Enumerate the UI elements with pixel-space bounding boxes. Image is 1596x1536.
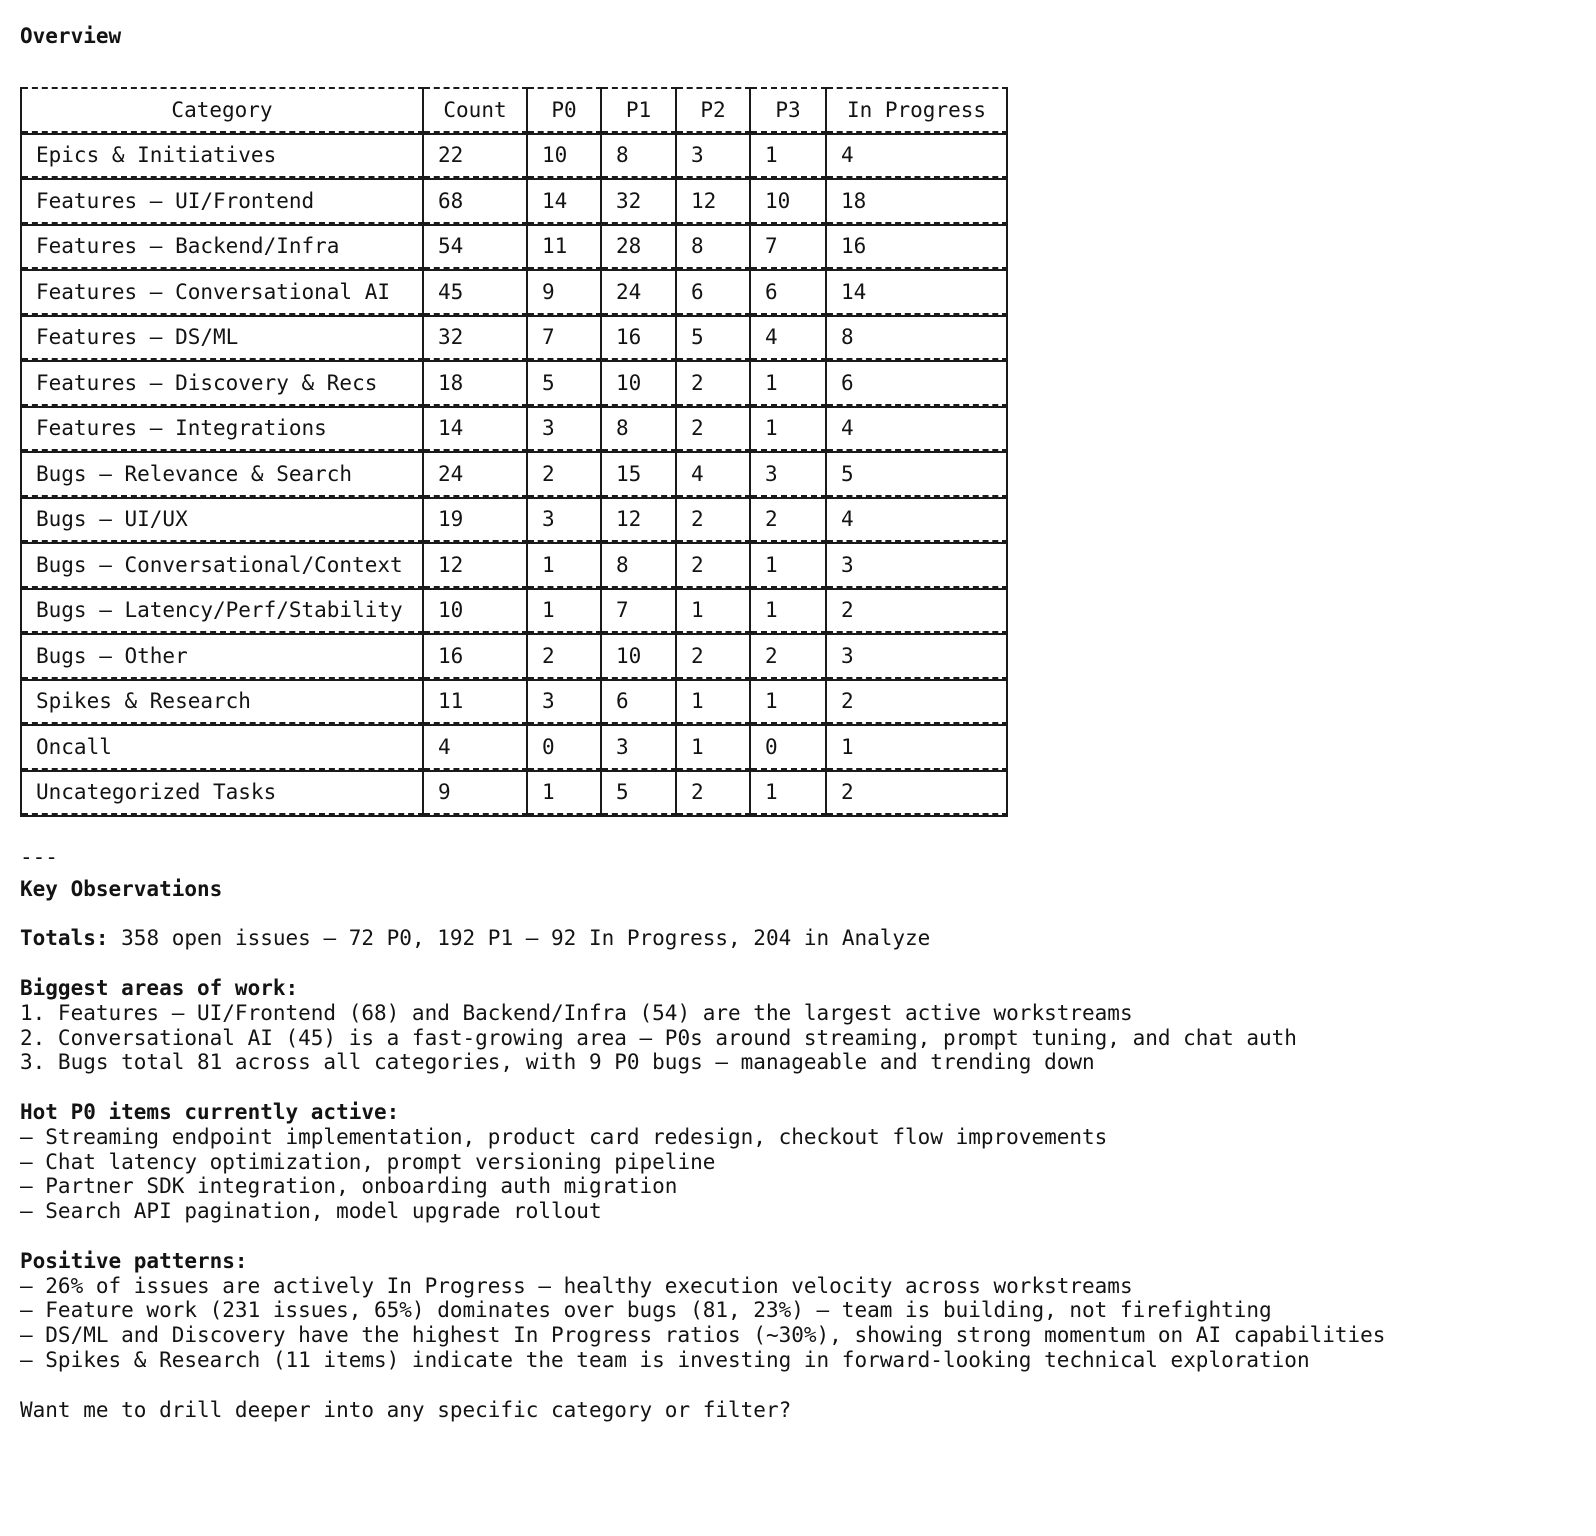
positive-patterns-section	[20, 1249, 1576, 1373]
table-row	[22, 588, 1008, 634]
category-cell: Bugs – UI/UX	[22, 497, 424, 543]
table-row	[22, 133, 1008, 179]
category-cell: Features – Backend/Infra	[22, 224, 424, 270]
value-cell: 14	[424, 406, 528, 452]
value-cell: 16	[424, 633, 528, 679]
value-cell: 2	[751, 497, 827, 543]
value-cell: 1	[528, 770, 602, 816]
value-cell: 8	[827, 315, 1008, 361]
column-header-in-progress: In Progress	[827, 87, 1008, 133]
table-row	[22, 679, 1008, 725]
value-cell: 0	[751, 724, 827, 770]
category-cell: Features – Integrations	[22, 406, 424, 452]
value-cell: 2	[528, 451, 602, 497]
value-cell: 3	[602, 724, 677, 770]
text-line: – Search API pagination, model upgrade rollout	[20, 1199, 602, 1224]
value-cell: 32	[602, 178, 677, 224]
value-cell: 7	[528, 315, 602, 361]
value-cell: 3	[751, 451, 827, 497]
page-title: Overview	[20, 24, 122, 48]
category-cell: Spikes & Research	[22, 679, 424, 725]
value-cell: 1	[751, 133, 827, 179]
value-cell: 2	[677, 497, 751, 543]
value-cell: 1	[751, 679, 827, 725]
table-row	[22, 724, 1008, 770]
table-row	[22, 360, 1008, 406]
value-cell: 10	[424, 588, 528, 634]
value-cell: 1	[751, 588, 827, 634]
value-cell: 10	[602, 360, 677, 406]
column-header-p1: P1	[602, 87, 677, 133]
value-cell: 1	[528, 542, 602, 588]
value-cell: 12	[424, 542, 528, 588]
totals-label: Totals:	[20, 926, 109, 951]
category-cell: Bugs – Other	[22, 633, 424, 679]
totals-value: 358 open issues — 72 P0, 192 P1 — 92 In Progress, 204 in Analyze	[108, 926, 931, 951]
value-cell: 1	[751, 406, 827, 452]
category-cell: Bugs – Conversational/Context	[22, 542, 424, 588]
category-cell: Uncategorized Tasks	[22, 770, 424, 816]
value-cell: 6	[827, 360, 1008, 406]
value-cell: 5	[602, 770, 677, 816]
value-cell: 12	[677, 178, 751, 224]
value-cell: 1	[827, 724, 1008, 770]
category-cell: Features – Conversational AI	[22, 269, 424, 315]
value-cell: 3	[827, 542, 1008, 588]
text-line: – Spikes & Research (11 items) indicate the team is investing in forward-looking technical exploration	[20, 1347, 1310, 1372]
value-cell: 10	[528, 133, 602, 179]
category-cell: Features – DS/ML	[22, 315, 424, 361]
value-cell: 2	[677, 633, 751, 679]
value-cell: 3	[528, 406, 602, 452]
totals-line	[20, 926, 1576, 951]
value-cell: 7	[751, 224, 827, 270]
value-cell: 2	[677, 770, 751, 816]
text-line: – Feature work (231 issues, 65%) dominates over bugs (81, 23%) — team is building, not firefighting	[20, 1298, 1272, 1323]
value-cell: 2	[528, 633, 602, 679]
text-line: – 26% of issues are actively In Progress — healthy execution velocity across workstreams	[20, 1273, 1133, 1298]
biggest-areas-lines	[20, 1001, 1576, 1075]
table-row	[22, 315, 1008, 361]
value-cell: 24	[602, 269, 677, 315]
value-cell: 1	[751, 542, 827, 588]
value-cell: 45	[424, 269, 528, 315]
category-cell: Features – UI/Frontend	[22, 178, 424, 224]
value-cell: 8	[602, 133, 677, 179]
value-cell: 28	[602, 224, 677, 270]
value-cell: 18	[827, 178, 1008, 224]
key-observations-heading: Key Observations	[20, 876, 223, 901]
hot-p0-section	[20, 1100, 1576, 1224]
value-cell: 9	[528, 269, 602, 315]
value-cell: 18	[424, 360, 528, 406]
table-row	[22, 770, 1008, 816]
table-row	[22, 269, 1008, 315]
value-cell: 10	[751, 178, 827, 224]
value-cell: 4	[424, 724, 528, 770]
value-cell: 11	[528, 224, 602, 270]
value-cell: 2	[827, 588, 1008, 634]
value-cell: 15	[602, 451, 677, 497]
table-row	[22, 178, 1008, 224]
biggest-areas-section	[20, 976, 1576, 1075]
value-cell: 5	[677, 315, 751, 361]
divider: ---	[20, 845, 58, 869]
category-cell: Oncall	[22, 724, 424, 770]
issues-overview-table	[20, 87, 1008, 817]
value-cell: 1	[677, 724, 751, 770]
value-cell: 4	[827, 133, 1008, 179]
positive-patterns-lines	[20, 1274, 1576, 1373]
value-cell: 19	[424, 497, 528, 543]
column-header-p2: P2	[677, 87, 751, 133]
value-cell: 4	[827, 406, 1008, 452]
table-row	[22, 224, 1008, 270]
value-cell: 68	[424, 178, 528, 224]
table-row	[22, 406, 1008, 452]
value-cell: 0	[528, 724, 602, 770]
hot-p0-heading: Hot P0 items currently active:	[20, 1099, 400, 1124]
value-cell: 4	[827, 497, 1008, 543]
value-cell: 8	[602, 542, 677, 588]
text-line: – DS/ML and Discovery have the highest In Progress ratios (~30%), showing strong momentum on AI capabilities	[20, 1323, 1386, 1348]
value-cell: 3	[827, 633, 1008, 679]
value-cell: 2	[827, 679, 1008, 725]
column-header-category: Category	[22, 87, 424, 133]
value-cell: 2	[751, 633, 827, 679]
value-cell: 6	[602, 679, 677, 725]
value-cell: 54	[424, 224, 528, 270]
value-cell: 11	[424, 679, 528, 725]
value-cell: 1	[751, 770, 827, 816]
value-cell: 16	[602, 315, 677, 361]
value-cell: 4	[677, 451, 751, 497]
positive-patterns-heading: Positive patterns:	[20, 1248, 248, 1273]
category-cell: Epics & Initiatives	[22, 133, 424, 179]
text-line: – Partner SDK integration, onboarding auth migration	[20, 1174, 678, 1199]
table-row	[22, 542, 1008, 588]
value-cell: 5	[827, 451, 1008, 497]
value-cell: 2	[677, 542, 751, 588]
value-cell: 16	[827, 224, 1008, 270]
table-row	[22, 497, 1008, 543]
value-cell: 3	[677, 133, 751, 179]
value-cell: 2	[677, 360, 751, 406]
hot-p0-lines	[20, 1125, 1576, 1224]
value-cell: 22	[424, 133, 528, 179]
column-header-p0: P0	[528, 87, 602, 133]
column-header-p3: P3	[751, 87, 827, 133]
value-cell: 14	[827, 269, 1008, 315]
value-cell: 32	[424, 315, 528, 361]
value-cell: 24	[424, 451, 528, 497]
text-line: 2. Conversational AI (45) is a fast-growing area — P0s around streaming, prompt tuning, and chat auth	[20, 1025, 1297, 1050]
table-row	[22, 451, 1008, 497]
text-line: 3. Bugs total 81 across all categories, with 9 P0 bugs — manageable and trending down	[20, 1050, 1095, 1075]
value-cell: 10	[602, 633, 677, 679]
value-cell: 2	[827, 770, 1008, 816]
key-observations-text	[20, 845, 1576, 1422]
value-cell: 4	[751, 315, 827, 361]
value-cell: 9	[424, 770, 528, 816]
category-cell: Bugs – Latency/Perf/Stability	[22, 588, 424, 634]
table-row	[22, 633, 1008, 679]
category-cell: Features – Discovery & Recs	[22, 360, 424, 406]
value-cell: 5	[528, 360, 602, 406]
value-cell: 6	[751, 269, 827, 315]
value-cell: 1	[528, 588, 602, 634]
text-line: – Streaming endpoint implementation, product card redesign, checkout flow improvements	[20, 1124, 1108, 1149]
category-cell: Bugs – Relevance & Search	[22, 451, 424, 497]
column-header-count: Count	[424, 87, 528, 133]
value-cell: 14	[528, 178, 602, 224]
value-cell: 7	[602, 588, 677, 634]
value-cell: 12	[602, 497, 677, 543]
value-cell: 2	[677, 406, 751, 452]
table-header-row	[22, 87, 1008, 133]
value-cell: 3	[528, 497, 602, 543]
value-cell: 1	[751, 360, 827, 406]
value-cell: 3	[528, 679, 602, 725]
value-cell: 8	[602, 406, 677, 452]
value-cell: 1	[677, 588, 751, 634]
value-cell: 1	[677, 679, 751, 725]
closing-question: Want me to drill deeper into any specific category or filter?	[20, 1397, 792, 1422]
text-line: – Chat latency optimization, prompt versioning pipeline	[20, 1149, 716, 1174]
text-line: 1. Features – UI/Frontend (68) and Backend/Infra (54) are the largest active workstreams	[20, 1000, 1133, 1025]
value-cell: 6	[677, 269, 751, 315]
value-cell: 8	[677, 224, 751, 270]
biggest-areas-heading: Biggest areas of work:	[20, 975, 299, 1000]
